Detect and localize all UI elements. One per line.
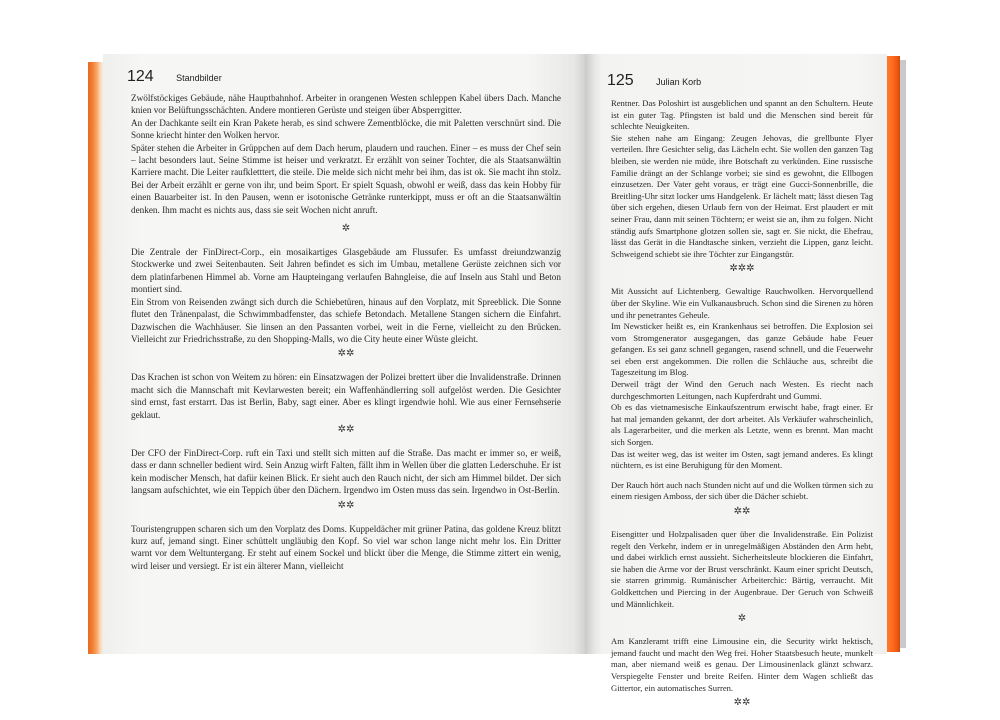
paragraph: Zwölfstöckiges Gebäude, nähe Hauptbahnhof. Arbeiter in orangenen Westen schleppen Kabel übers Dach. Manche knien vor Belüftungsschächten. Andere montieren Gerüste und steigen über Absperrgitter. — [131, 93, 561, 116]
section-ornament: ✲ — [341, 223, 351, 235]
paragraph: Eisengitter und Holzpalisaden quer über die Invalidenstraße. Ein Polizist regelt den Verkehr, indem er in unregelmäßigen Abständen den Arm hebt, und dabei wirklich ernst aussieht. Sicherheitsleute blockieren die Einfahrt, sie haben die Arme vor der Brust verschränkt. Kaum einer spricht Deutsch, sie starren grimmig. Rumänischer Arbeiterchic: Bärtig, verraucht. Mit Goldkettchen und Piercing in der Augenbraue. Der Geruch von Schweiß und Männlichkeit. — [611, 529, 873, 609]
paragraph: An der Dachkante seilt ein Kran Pakete herab, es sind schwere Zementblöcke, die mit Paletten verschnürt sind. Die Sonne kriecht hinter den Wolken hervor. — [131, 117, 561, 141]
back-cover-edge — [900, 60, 906, 648]
paragraph: Mit Aussicht auf Lichtenberg. Gewaltige Rauchwolken. Hervorquellend über der Skyline. Wie ein Vulkanausbruch. Schon sind die Sirenen zu hören und ihr penetrantes Geheule. — [611, 286, 873, 320]
book-gutter-shadow — [574, 54, 596, 654]
paragraph: Der CFO der FinDirect-Corp. ruft ein Taxi und stellt sich mitten auf die Straße. Das macht er immer so, er weiß, dass er dann schneller bedient wird. Sein Anzug wirft Falten, fällt ihm in Wellen über die glatten Lederschuhe. Er ist kein modischer Mensch, hat dafür keinen Blick. Er sieht auch den Rauch nicht, der sich am Himmel bildet. Der sich langsam aufschichtet, wie ein Teppich über den Dächern. Irgendwo im Osten muss das sein. Irgendwo in Ost-Berlin. — [131, 447, 561, 496]
paragraph: Im Newsticker heißt es, ein Krankenhaus sei betroffen. Die Explosion sei vom Stromgenerator ausgegangen, das ganze Gebäude habe Feuer gefangen. Es sei ganz schnell gegangen, rasend schnell, und die Feuerwehr sei eben erst angekommen. Die rollen die Schläuche aus, schreibt die Tageszeitung im Blog. — [611, 321, 873, 378]
section-ornament: ✲✲✲ — [729, 263, 755, 275]
section-ornament: ✲✲ — [337, 423, 355, 435]
paragraph: Derweil trägt der Wind den Geruch nach Westen. Es riecht nach durchgeschmorten Leitungen, nach Kupferdraht und Gummi. — [611, 379, 873, 401]
paragraph: Später stehen die Arbeiter in Grüppchen auf dem Dach herum, plaudern und rauchen. Einer – es muss der Chef sein – lacht besonders laut. Seine Stimme ist heiser und verkratzt. Er erzählt von seiner Tochter, die als Staatsanwältin Karriere macht. Die Leiter raufkletttert, die steile. Die melde sich nicht mehr bei ihm, das ist ok. Sie macht ihn stolz. Bei der Arbeit erzählt er gerne von ihr, und beim Sport. Er spielt Squash, obwohl er weiß, dass das kein Hobby für einen Bauarbeiter ist. In den Pausen, wenn er isotonische Getränke runterkippt, muss er oft an die Staatsanwältin denken. Ihm macht es nichts aus, dass sie seit Wochen nicht anruft. — [131, 142, 561, 215]
paragraph: Ein Strom von Reisenden zwängt sich durch die Schiebetüren, hinaus auf den Vorplatz, mit Spreeblick. Die Sonne flutet den Tränenpalast, die Schwimmbadfenster, das schiefe Betondach. Metallene Stangen sichern die Einfahrt. Dazwischen die Wachhäuser. Sie linsen an den Passanten vorbei, weit in die Ferne, vielleicht zu den Brücken. Vielleicht zur Friedrichsstraße, zu den Shopping-Malls, wo die City heute einer Wüste gleicht. — [131, 296, 561, 344]
section-ornament: ✲✲ — [733, 697, 751, 709]
paragraph: Sie stehen nahe am Eingang: Zeugen Jehovas, die grellbunte Flyer verteilen. Ihre Gesichter selig, das Lächeln echt. Sie wollen den ganzen Tag bleiben, sie werden nie müde, ihre Botschaft zu verkünden. Eine russische Familie drängt an der Schlange vorbei; sie sind es gewohnt, die Ellbogen einzusetzen. Der Vater geht voraus, er trägt eine Gucci-Sonnenbrille, die Breitling-Uhr sitzt locker ums Handgelenk. Er lächelt matt; lässt diesen Tag über sich ergehen, diesen Urlaub fern von der Heimat. Erst plaudert er mit seiner Frau, dann mit seinen Töchtern; er weist sie an, ihm zu folgen. Nicht ständig aufs Smartphone glotzen sollen sie, sagt er. Sie nickt, die Ehefrau, lässt das Gerät in die Handtasche sinken, verzieht die Lippen, ganz leicht. Schweigend schiebt sie ihre Töchter zur Eingangstür. — [611, 132, 873, 259]
section-ornament: ✲✲ — [733, 506, 751, 517]
paragraph: Das Krachen ist schon von Weitem zu hören: ein Einsatzwagen der Polizei brettert über die Invalidenstraße. Drinnen macht sich die Mannschaft mit Kevlarwesten bereit; ein Waffenhändlerring soll aufgelöst werden. Die Gesichter sind ernst, fast erstarrt. Das ist Berlin, Baby, sagt einer. Aber es klingt irgendwie hohl. Wie aus einer Fernsehserie geklaut. — [131, 372, 561, 420]
section-ornament: ✲✲ — [337, 348, 355, 360]
section-ornament: ✲✲ — [337, 499, 355, 511]
right-page-number: 125 — [607, 72, 634, 89]
left-page-number: 124 — [127, 68, 154, 85]
paragraph: Das ist weiter weg, das ist weiter im Osten, sagt jemand anderes. Es klingt nüchtern, es ist eine Beruhigung für den Moment. — [611, 448, 873, 471]
left-page-header — [127, 68, 222, 86]
right-page-edge — [887, 56, 900, 652]
right-page-text — [611, 98, 873, 720]
right-page — [585, 54, 887, 709]
paragraph: Die Zentrale der FinDirect-Corp., ein mosaikartiges Glasgebäude am Flussufer. Es umfasst dreiundzwanzig Stockwerke und zwei Seitenbauten. Seit Jahren befindet es sich im Umbau, metallene Gerüste zeichnen sich vor dem platinfarbenen Himmel ab. Vorne am Haupteingang verlaufen Bahngleise, die auf Inseln aus Stahl und Beton montiert sind. — [131, 247, 561, 295]
paragraph: Der Rauch hört auch nach Stunden nicht auf und die Wolken türmen sich zu einem riesigen Amboss, der sich über die Dächer schiebt. — [611, 479, 873, 502]
left-page-edge — [88, 62, 103, 654]
paragraph: Touristengruppen scharen sich um den Vorplatz des Doms. Kuppeldächer mit grüner Patina, das goldene Kreuz blitzt kurz auf, jemand singt. Einer schüttelt ungläubig den Kopf. So viel war schon lange nicht mehr los. Ein Dritter warnt vor dem Weltuntergang. Er steht auf einem Sockel und blickt über die Menge, die Stimme zittert ein wenig, wird leiser und versiegt. Er ist ein älterer Mann, vielleicht — [131, 523, 561, 571]
left-page-text — [131, 92, 561, 572]
right-page-header — [607, 72, 701, 90]
right-page-running-title: Julian Korb — [656, 77, 702, 87]
paragraph: Rentner. Das Poloshirt ist ausgeblichen und spannt an den Schultern. Heute ist ein guter Tag. Pfingsten ist bald und die Menschen sind bereit für schlechte Neuigkeiten. — [611, 98, 873, 132]
open-book — [88, 54, 910, 709]
paragraph: Am Kanzleramt trifft eine Limousine ein, die Security wirkt hektisch, jemand faucht und macht den Weg frei. Hoher Staatsbesuch heute, munkelt man, aber niemand weiß es genau. Der Limousinenlack glänzt schwarz. Verspiegelte Fenster und breite Reifen. Hinter dem Wagen schließt das Gittertor, ein automatisches Surren. — [611, 636, 873, 693]
left-page-running-title: Standbilder — [176, 73, 222, 83]
section-ornament: ✲ — [737, 613, 747, 625]
left-page — [103, 54, 585, 654]
paragraph: Ob es das vietnamesische Einkaufszentrum erwischt habe, fragt einer. Er hat mal jemanden gekannt, der dort arbeitet. Als Verkäufer wahrscheinlich, als Lagerarbeiter, und die merken als Letzte, wenn es brennt. Man macht sich Sorgen. — [611, 402, 873, 448]
